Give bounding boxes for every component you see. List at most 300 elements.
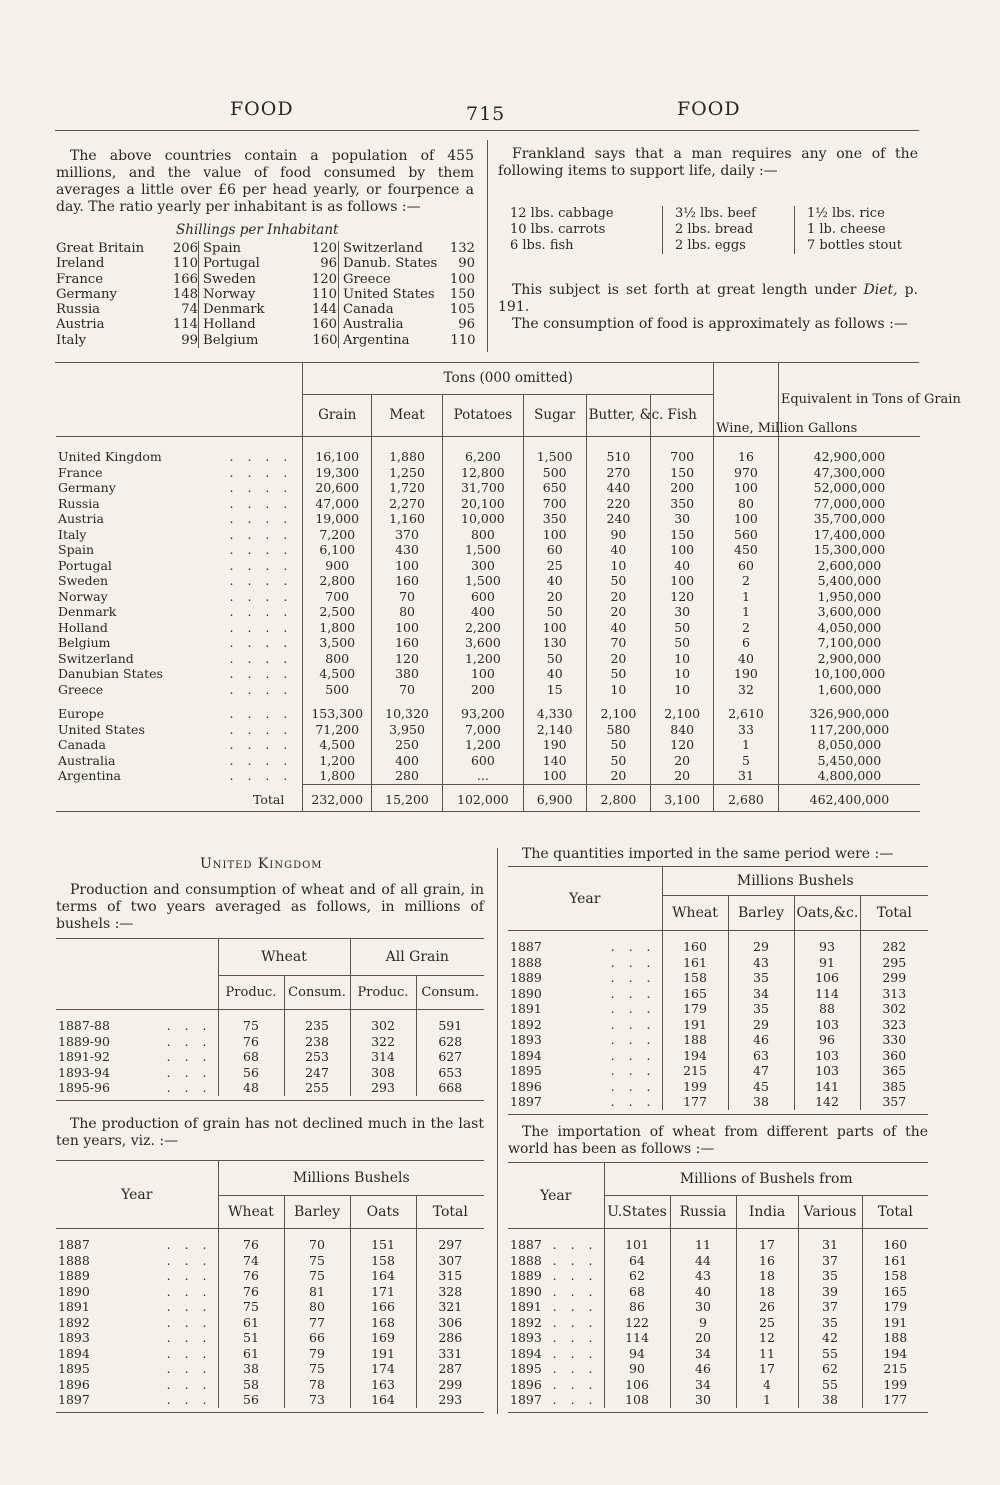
row-value: 255 bbox=[284, 1080, 350, 1096]
row-year-text: 1893 bbox=[510, 1032, 542, 1048]
gap-cell bbox=[778, 697, 920, 706]
ratio-row bbox=[339, 302, 476, 317]
col-header: Produc. bbox=[350, 975, 416, 1010]
table-row bbox=[56, 722, 920, 738]
row-value: 4,800,000 bbox=[778, 768, 920, 784]
row-label bbox=[56, 558, 303, 574]
ratio-value: 99 bbox=[181, 332, 198, 348]
diet-paragraph bbox=[498, 282, 918, 333]
col-header: Various bbox=[798, 1196, 862, 1229]
ratio-country: Russia bbox=[56, 302, 101, 318]
ratio-value: 166 bbox=[172, 271, 198, 287]
row-value: 2,900,000 bbox=[778, 651, 920, 667]
col-header: Consum. bbox=[284, 975, 350, 1010]
uk-paragraph bbox=[56, 882, 484, 933]
leader-dots: . . . . bbox=[229, 737, 293, 752]
col-header: Fish bbox=[651, 394, 714, 437]
ratio-value: 96 bbox=[458, 317, 475, 333]
row-value: 106 bbox=[604, 1377, 670, 1393]
separator-cell bbox=[860, 931, 928, 940]
table-row bbox=[56, 573, 920, 589]
row-value: 900 bbox=[303, 558, 372, 574]
leader-dots: . . . bbox=[166, 1392, 212, 1408]
row-label-text: Argentina bbox=[58, 768, 121, 784]
row-value: 47,300,000 bbox=[778, 465, 920, 481]
row-year-text: 1895 bbox=[58, 1361, 90, 1377]
row-value: 40 bbox=[651, 558, 714, 574]
leader-dots: . . . bbox=[166, 1330, 212, 1346]
row-value: 140 bbox=[523, 753, 586, 769]
separator-cell bbox=[416, 1229, 484, 1238]
row-value: 75 bbox=[284, 1361, 350, 1377]
gap-row bbox=[56, 697, 920, 706]
row-value: 650 bbox=[523, 480, 586, 496]
ratio-value: 90 bbox=[458, 256, 475, 272]
ratio-country: Holland bbox=[203, 317, 256, 333]
row-value: 122 bbox=[604, 1315, 670, 1331]
row-year bbox=[508, 1284, 604, 1300]
row-label bbox=[56, 604, 303, 620]
row-value: 970 bbox=[714, 465, 779, 481]
row-year-text: 1895-96 bbox=[58, 1080, 110, 1096]
leader-dots: . . . . bbox=[229, 573, 293, 588]
row-label-text: Denmark bbox=[58, 604, 117, 619]
row-year bbox=[56, 1268, 218, 1284]
table-row bbox=[56, 737, 920, 753]
wheat-source-table bbox=[508, 1162, 928, 1413]
row-value: 30 bbox=[651, 604, 714, 620]
row-year bbox=[508, 1315, 604, 1331]
row-value: 31 bbox=[798, 1237, 862, 1253]
row-value: 313 bbox=[860, 986, 928, 1002]
row-label bbox=[56, 620, 303, 636]
ratio-country: Argentina bbox=[343, 332, 410, 348]
row-year bbox=[508, 939, 662, 955]
ratio-row bbox=[56, 302, 198, 317]
table-row bbox=[56, 589, 920, 605]
row-value: 450 bbox=[714, 542, 779, 558]
row-value: 1,200 bbox=[442, 737, 523, 753]
row-value: 80 bbox=[372, 604, 443, 620]
col-header: Wheat bbox=[662, 896, 728, 931]
row-value: 76 bbox=[218, 1034, 284, 1050]
row-value: 19,300 bbox=[303, 465, 372, 481]
separator-cell bbox=[56, 1229, 218, 1238]
row-value: 114 bbox=[604, 1330, 670, 1346]
row-label-text: Italy bbox=[58, 526, 87, 542]
ratio-row bbox=[199, 241, 338, 256]
row-value: 100 bbox=[523, 768, 586, 784]
row-value: 190 bbox=[523, 737, 586, 753]
separator-row bbox=[508, 931, 928, 940]
row-year bbox=[56, 1284, 218, 1300]
table-row bbox=[508, 1268, 928, 1284]
row-label bbox=[56, 753, 303, 769]
row-value: 70 bbox=[372, 682, 443, 698]
row-value: 100 bbox=[372, 620, 443, 636]
row-value: 62 bbox=[604, 1268, 670, 1284]
row-year bbox=[56, 1392, 218, 1408]
leader-dots: . . . bbox=[166, 1299, 212, 1315]
separator-cell bbox=[218, 1010, 284, 1019]
row-value: 103 bbox=[794, 1048, 860, 1064]
row-value: 93 bbox=[794, 939, 860, 955]
row-value: 81 bbox=[284, 1284, 350, 1300]
row-year-text: 1891 bbox=[510, 1001, 542, 1017]
frankland-item: 6 lbs. fish bbox=[510, 238, 574, 253]
row-value: 60 bbox=[523, 542, 586, 558]
leader-dots: . . . bbox=[552, 1376, 598, 1392]
header-rule bbox=[55, 130, 919, 131]
row-value: 30 bbox=[670, 1392, 736, 1408]
row-value: 52,000,000 bbox=[778, 480, 920, 496]
row-value: 4 bbox=[736, 1377, 798, 1393]
row-label bbox=[56, 722, 303, 738]
table-row bbox=[508, 1094, 928, 1110]
row-value: 33 bbox=[714, 722, 779, 738]
row-year-text: 1897 bbox=[58, 1392, 90, 1408]
frankland-text: Frankland says that a man requires any one of the following items to support life, daily :— bbox=[498, 146, 918, 179]
row-value: 73 bbox=[284, 1392, 350, 1408]
row-value: 3,500 bbox=[303, 635, 372, 651]
row-value: 158 bbox=[862, 1268, 928, 1284]
row-value: 166 bbox=[350, 1299, 416, 1315]
row-value: 7,200 bbox=[303, 527, 372, 543]
row-value: 74 bbox=[218, 1253, 284, 1269]
gap-cell bbox=[442, 697, 523, 706]
ratio-country: Danub. States bbox=[343, 256, 438, 272]
row-value: 77,000,000 bbox=[778, 496, 920, 512]
row-value: 94 bbox=[604, 1346, 670, 1362]
table-row bbox=[508, 1032, 928, 1048]
row-value: 80 bbox=[284, 1299, 350, 1315]
row-label bbox=[56, 666, 303, 682]
row-value: 1 bbox=[714, 589, 779, 605]
row-value: 10,320 bbox=[372, 706, 443, 722]
row-value: 25 bbox=[736, 1315, 798, 1331]
group-header-row bbox=[56, 1161, 484, 1196]
row-value: 141 bbox=[794, 1079, 860, 1095]
row-year-text: 1890 bbox=[510, 1283, 542, 1299]
row-label bbox=[56, 527, 303, 543]
row-value: 286 bbox=[416, 1330, 484, 1346]
ratio-row bbox=[339, 317, 476, 332]
row-value: 350 bbox=[651, 496, 714, 512]
leader-dots: . . . . bbox=[229, 480, 293, 495]
row-year bbox=[56, 1330, 218, 1346]
row-value: 700 bbox=[651, 449, 714, 465]
leader-dots: . . . bbox=[610, 1047, 656, 1063]
row-year-text: 1897 bbox=[510, 1094, 542, 1110]
row-label bbox=[56, 651, 303, 667]
leader-dots: . . . bbox=[166, 1237, 212, 1253]
row-value: 17 bbox=[736, 1361, 798, 1377]
row-value: 51 bbox=[218, 1330, 284, 1346]
row-value: 31,700 bbox=[442, 480, 523, 496]
ratio-country: Portugal bbox=[203, 256, 260, 272]
row-year-text: 1891 bbox=[510, 1299, 542, 1315]
row-value: 161 bbox=[862, 1253, 928, 1269]
row-value: 1 bbox=[714, 604, 779, 620]
year-header: Year bbox=[121, 1186, 153, 1203]
group-header: Millions Bushels bbox=[218, 1161, 484, 1196]
group-header-row bbox=[508, 1163, 928, 1196]
row-value: 238 bbox=[284, 1034, 350, 1050]
table-row bbox=[56, 1065, 484, 1081]
col-equivalent: Equivalent in Tons of Grain bbox=[778, 362, 920, 437]
separator-cell bbox=[604, 1229, 670, 1238]
diet-link[interactable]: Diet, bbox=[863, 282, 898, 298]
row-value: 29 bbox=[728, 939, 794, 955]
leader-dots: . . . . bbox=[229, 464, 293, 480]
row-label-text: Europe bbox=[58, 706, 105, 721]
bottom-rule bbox=[56, 1412, 484, 1413]
row-value: 20,600 bbox=[303, 480, 372, 496]
row-value: 179 bbox=[862, 1299, 928, 1315]
row-year bbox=[508, 1361, 604, 1377]
row-value: 75 bbox=[284, 1253, 350, 1269]
separator-cell bbox=[416, 1010, 484, 1019]
uk-table bbox=[56, 938, 484, 1101]
row-year-text: 1887 bbox=[510, 1237, 542, 1253]
separator-cell bbox=[284, 1229, 350, 1238]
row-value: 326,900,000 bbox=[778, 706, 920, 722]
row-value: 6 bbox=[714, 635, 779, 651]
leader-dots: . . . . bbox=[229, 449, 293, 464]
leader-dots: . . . bbox=[166, 1361, 212, 1377]
row-value: 38 bbox=[798, 1392, 862, 1408]
row-value: 39 bbox=[798, 1284, 862, 1300]
row-value: 600 bbox=[442, 753, 523, 769]
ratio-country: Sweden bbox=[203, 271, 256, 287]
col-header: Total bbox=[416, 1196, 484, 1229]
row-value: 1,720 bbox=[372, 480, 443, 496]
row-value: 190 bbox=[714, 666, 779, 682]
row-year-text: 1895 bbox=[510, 1361, 542, 1377]
ratio-country: Belgium bbox=[203, 332, 259, 348]
row-label-text: Australia bbox=[58, 752, 116, 768]
row-value: 68 bbox=[218, 1049, 284, 1065]
row-value: 2,270 bbox=[372, 496, 443, 512]
row-value: 70 bbox=[586, 635, 651, 651]
ratio-row bbox=[199, 302, 338, 317]
row-year bbox=[56, 1346, 218, 1362]
ratio-row bbox=[56, 272, 198, 287]
row-label bbox=[56, 768, 303, 784]
row-value: 47,000 bbox=[303, 496, 372, 512]
row-value: 199 bbox=[662, 1079, 728, 1095]
row-value: 168 bbox=[350, 1315, 416, 1331]
ratio-country: Greece bbox=[343, 271, 391, 287]
table-row bbox=[56, 1253, 484, 1269]
leader-dots: . . . bbox=[552, 1237, 598, 1253]
leader-dots: . . . . bbox=[229, 635, 293, 650]
frankland-paragraph bbox=[498, 146, 918, 180]
row-value: 169 bbox=[350, 1330, 416, 1346]
row-year bbox=[508, 1237, 604, 1253]
row-year bbox=[56, 1253, 218, 1269]
row-year-text: 1888 bbox=[58, 1252, 90, 1268]
row-value: 75 bbox=[218, 1018, 284, 1034]
table-row bbox=[56, 1377, 484, 1393]
row-value: 76 bbox=[218, 1284, 284, 1300]
row-value: 299 bbox=[416, 1377, 484, 1393]
row-value: 11 bbox=[736, 1346, 798, 1362]
grain-text: The production of grain has not declined much in the last ten years, viz. :— bbox=[56, 1116, 484, 1149]
imports-paragraph bbox=[508, 846, 928, 863]
frankland-item: 12 lbs. cabbage bbox=[510, 206, 614, 221]
row-value: 1,950,000 bbox=[778, 589, 920, 605]
row-value: 165 bbox=[862, 1284, 928, 1300]
table-row bbox=[56, 1049, 484, 1065]
row-value: 500 bbox=[523, 465, 586, 481]
row-year-text: 1889-90 bbox=[58, 1033, 110, 1049]
row-value: 90 bbox=[586, 527, 651, 543]
gap-cell bbox=[586, 697, 651, 706]
row-value: 10 bbox=[586, 682, 651, 698]
row-year-text: 1894 bbox=[58, 1345, 90, 1361]
row-value: 2,600,000 bbox=[778, 558, 920, 574]
row-value: 235 bbox=[284, 1018, 350, 1034]
row-value: 40 bbox=[586, 542, 651, 558]
leader-dots: . . . bbox=[166, 1283, 212, 1299]
row-year-text: 1887 bbox=[58, 1237, 90, 1253]
row-value: 1,500 bbox=[442, 542, 523, 558]
population-text: The above countries contain a population of 455 millions, and the value of food consumed by them averages a little over £6 per head yearly, or fourpence a day. The ratio yearly per inhabitant is as follows :— bbox=[56, 148, 474, 215]
table-row bbox=[56, 651, 920, 667]
ratio-row bbox=[339, 287, 476, 302]
row-value: 37 bbox=[798, 1299, 862, 1315]
ratio-row bbox=[199, 317, 338, 332]
row-value: 300 bbox=[442, 558, 523, 574]
ratio-value: 74 bbox=[181, 302, 198, 318]
row-label-text: Russia bbox=[58, 495, 100, 511]
leader-dots: . . . bbox=[166, 1345, 212, 1361]
row-year-text: 1887-88 bbox=[58, 1018, 110, 1034]
total-value: 232,000 bbox=[303, 789, 372, 811]
row-value: 2,200 bbox=[442, 620, 523, 636]
frankland-item: 7 bottles stout bbox=[807, 238, 902, 253]
row-value: 16 bbox=[736, 1253, 798, 1269]
leader-dots: . . . bbox=[610, 1032, 656, 1048]
col-header: Barley bbox=[728, 896, 794, 931]
row-year bbox=[56, 1237, 218, 1253]
row-value: 308 bbox=[350, 1065, 416, 1081]
row-value: 20 bbox=[523, 589, 586, 605]
row-value: 282 bbox=[860, 939, 928, 955]
col-header: Meat bbox=[372, 394, 443, 437]
running-head-left: FOOD bbox=[230, 98, 294, 120]
leader-dots: . . . bbox=[610, 970, 656, 986]
table-row bbox=[508, 1063, 928, 1079]
leader-dots: . . . . bbox=[229, 526, 293, 542]
ratio-value: 110 bbox=[172, 256, 198, 272]
group-header: All Grain bbox=[350, 939, 484, 975]
row-value: 191 bbox=[862, 1315, 928, 1331]
row-value: 188 bbox=[662, 1032, 728, 1048]
separator-row bbox=[56, 1010, 484, 1019]
leader-dots: . . . . bbox=[229, 557, 293, 573]
table-row bbox=[56, 682, 920, 698]
row-year-text: 1892 bbox=[510, 1314, 542, 1330]
table-row bbox=[508, 1299, 928, 1315]
row-value: 80 bbox=[714, 496, 779, 512]
table-row bbox=[56, 1330, 484, 1346]
row-value: 32 bbox=[714, 682, 779, 698]
row-value: 302 bbox=[350, 1018, 416, 1034]
row-value: 20 bbox=[670, 1330, 736, 1346]
table-row bbox=[56, 1284, 484, 1300]
row-year-text: 1892 bbox=[58, 1314, 90, 1330]
row-value: 5,400,000 bbox=[778, 573, 920, 589]
imports-text: The quantities imported in the same period were :— bbox=[522, 846, 894, 862]
gap-cell bbox=[523, 697, 586, 706]
row-label bbox=[56, 480, 303, 496]
row-year-text: 1893 bbox=[510, 1330, 542, 1346]
ratio-country: Italy bbox=[56, 332, 87, 348]
table-row bbox=[56, 753, 920, 769]
row-value: 1,600,000 bbox=[778, 682, 920, 698]
table-row bbox=[56, 1299, 484, 1315]
ratio-value: 150 bbox=[449, 286, 475, 302]
col-header: Russia bbox=[670, 1196, 736, 1229]
ratio-heading: Shillings per Inhabitant bbox=[176, 222, 339, 238]
row-value: 177 bbox=[862, 1392, 928, 1408]
table-row bbox=[56, 527, 920, 543]
separator-cell bbox=[284, 1010, 350, 1019]
separator-cell bbox=[670, 1229, 736, 1238]
row-value: 6,200 bbox=[442, 449, 523, 465]
row-value: 200 bbox=[651, 480, 714, 496]
row-value: 64 bbox=[604, 1253, 670, 1269]
row-year bbox=[508, 1032, 662, 1048]
row-value: 199 bbox=[862, 1377, 928, 1393]
row-value: 188 bbox=[862, 1330, 928, 1346]
row-value: 150 bbox=[651, 527, 714, 543]
row-label-text: Switzerland bbox=[58, 650, 134, 666]
ratio-country: Germany bbox=[56, 286, 117, 302]
row-value: 142 bbox=[794, 1094, 860, 1110]
row-value: 40 bbox=[714, 651, 779, 667]
row-value: 2,100 bbox=[586, 706, 651, 722]
header-blank bbox=[56, 975, 218, 1010]
ratio-value: 160 bbox=[312, 332, 338, 348]
leader-dots: . . . bbox=[610, 1094, 656, 1110]
row-value: 302 bbox=[860, 1001, 928, 1017]
row-label-text: Canada bbox=[58, 737, 106, 752]
row-value: 88 bbox=[794, 1001, 860, 1017]
row-year-text: 1888 bbox=[510, 1252, 542, 1268]
frankland-column bbox=[510, 206, 630, 254]
row-value: 10 bbox=[586, 558, 651, 574]
imports-table bbox=[508, 866, 928, 1115]
row-value: 20 bbox=[586, 589, 651, 605]
wheat-source-paragraph bbox=[508, 1124, 928, 1158]
header-blank bbox=[56, 394, 303, 437]
leader-dots: . . . bbox=[610, 1016, 656, 1032]
row-value: 55 bbox=[798, 1346, 862, 1362]
frankland-item: 10 lbs. carrots bbox=[510, 222, 606, 237]
ratio-row bbox=[199, 287, 338, 302]
row-value: 108 bbox=[604, 1392, 670, 1408]
row-year-text: 1889 bbox=[510, 1268, 542, 1284]
population-paragraph bbox=[56, 148, 474, 216]
row-label-text: United States bbox=[58, 721, 145, 737]
row-label-text: Belgium bbox=[58, 635, 111, 650]
frankland-column bbox=[662, 206, 795, 254]
row-value: 78 bbox=[284, 1377, 350, 1393]
row-value: 700 bbox=[523, 496, 586, 512]
